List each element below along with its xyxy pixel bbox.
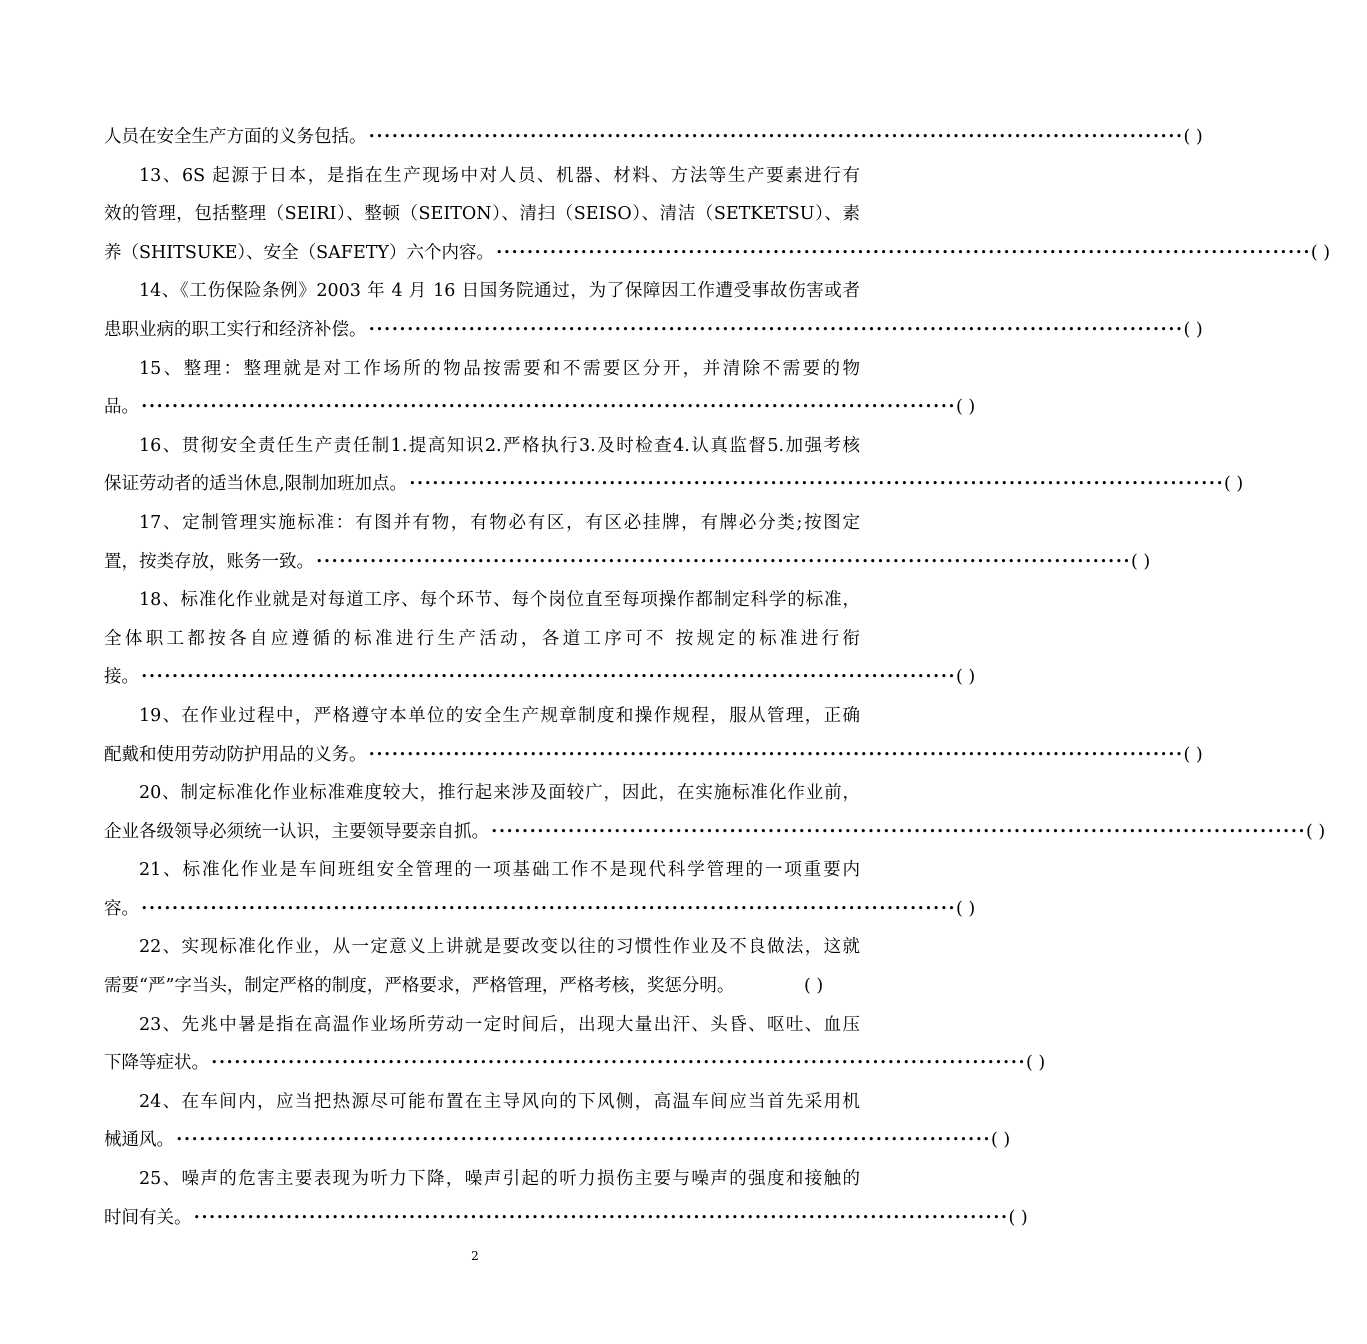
answer-blank[interactable]: ( ): [1224, 474, 1244, 495]
question-item: [104, 350, 976, 427]
question-text-line: 患职业病的职工实行和经济补偿。: [104, 319, 367, 340]
question-text-line: 15、整理：整理就是对工作场所的物品按需要和不需要区分开，并清除不需要的物: [139, 358, 860, 379]
dot-leader: ••••••••••••••••••••••••••••••••••••••••••••••••••••••••••••••••••••••••••••••••••••••••••••••••••••••••••: [316, 554, 1131, 568]
question-item: [104, 1006, 1046, 1083]
question-text-line: 24、在车间内，应当把热源尽可能布置在主导风向的下风侧，高温车间应当首先采用机: [139, 1091, 860, 1112]
question-item: [104, 1160, 1028, 1237]
question-item: [104, 774, 1326, 851]
question-text-line: 效的管理，包括整理（SEIRI）、整顿（SEITON）、清扫（SEISO）、清洁（SETKETSU）、素: [104, 204, 860, 225]
question-text-line: 14、《工伤保险条例》2003 年 4 月 16 日国务院通过，为了保障因工作遭受事故伤害或者: [139, 281, 860, 302]
answer-blank[interactable]: ( ): [1130, 551, 1151, 572]
question-last-line: [104, 890, 976, 929]
question-text-line: 22、实现标准化作业，从一定意义上讲就是要改变以往的习惯性作业及不良做法，这就: [139, 937, 860, 958]
question-item: [104, 1083, 1011, 1160]
dot-leader: ••••••••••••••••••••••••••••••••••••••••••••••••••••••••••••••••••••••••••••••••••••••••••••••••••••••••••: [141, 400, 956, 414]
question-last-line: [104, 813, 1326, 852]
question-item: [104, 504, 1151, 581]
question-text-line: 25、噪声的危害主要表现为听力下降，噪声引起的听力损伤主要与噪声的强度和接触的: [139, 1169, 860, 1190]
question-item: [104, 851, 976, 928]
question-item: [104, 272, 1203, 349]
answer-blank[interactable]: ( ): [1305, 821, 1326, 842]
answer-blank[interactable]: ( ): [1310, 242, 1331, 263]
question-text-line: 置，按类存放，账务一致。: [104, 551, 314, 572]
answer-blank[interactable]: ( ): [955, 898, 976, 919]
question-last-line: [104, 1199, 1028, 1238]
dot-leader: ••••••••••••••••••••••••••••••••••••••••••••••••••••••••••••••••••••••••••••••••••••••••••••••••••••••••••: [368, 322, 1184, 336]
question-text-line: 企业各级领导必须统一认识，主要领导要亲自抓。: [104, 821, 489, 842]
question-last-line: [104, 1044, 1046, 1083]
question-text-line: 19、在作业过程中，严格遵守本单位的安全生产规章制度和操作规程，服从管理，正确: [139, 705, 860, 726]
question-text-line: 时间有关。: [104, 1207, 192, 1228]
question-item: [104, 118, 1203, 157]
question-text-line: 13、6S 起源于日本，是指在生产现场中对人员、机器、材料、方法等生产要素进行有: [139, 165, 860, 186]
answer-blank[interactable]: ( ): [1008, 1207, 1028, 1228]
question-text-line: 品。: [104, 397, 139, 418]
question-last-line: [104, 118, 1203, 157]
answer-blank[interactable]: ( ): [1183, 127, 1203, 147]
question-text-line: 下降等症状。: [104, 1053, 209, 1074]
question-last-line: [104, 465, 1244, 504]
dot-leader: ••••••••••••••••••••••••••••••••••••••••••••••••••••••••••••••••••••••••••••••••••••••••••••••••••••••••••: [141, 670, 956, 684]
question-text-line: 23、先兆中暑是指在高温作业场所劳动一定时间后，出现大量出汗、头昏、呕吐、血压: [139, 1014, 860, 1035]
dot-leader: ••••••••••••••••••••••••••••••••••••••••••••••••••••••••••••••••••••••••••••••••••••••••••••••••••••••••••: [491, 824, 1306, 838]
question-item: [104, 581, 976, 697]
answer-blank[interactable]: ( ): [1025, 1053, 1046, 1074]
dot-leader: ••••••••••••••••••••••••••••••••••••••••••••••••••••••••••••••••••••••••••••••••••••••••••••••••••••••••••: [141, 901, 956, 915]
question-text-line: 人员在安全生产方面的义务包括。: [104, 127, 367, 147]
answer-blank[interactable]: ( ): [955, 397, 976, 418]
dot-leader: ••••••••••••••••••••••••••••••••••••••••••••••••••••••••••••••••••••••••••••••••••••••••••••••••••••••••••: [176, 1133, 991, 1147]
question-text-line: 16、贯彻安全责任生产责任制1.提高知识2.严格执行3.及时检查4.认真监督5.加强考核: [139, 435, 860, 456]
question-text-line: 20、制定标准化作业标准难度较大，推行起来涉及面较广，因此，在实施标准化作业前，: [139, 783, 860, 804]
question-last-line: [104, 736, 1203, 775]
dot-leader: ••••••••••••••••••••••••••••••••••••••••••••••••••••••••••••••••••••••••••••••••••••••••••••••••••••••••••: [211, 1056, 1026, 1070]
question-text-line: 养（SHITSUKE）、安全（SAFETY）六个内容。: [104, 242, 494, 263]
question-item: [104, 427, 1244, 504]
question-item: [104, 928, 860, 1005]
question-last-line: [104, 967, 860, 1006]
question-text-line: 保证劳动者的适当休息,限制加班加点。: [104, 474, 408, 495]
question-text-line: 接。: [104, 667, 139, 688]
question-last-line: [104, 388, 976, 427]
question-text-line: 18、标准化作业就是对每道工序、每个环节、每个岗位直至每项操作都制定科学的标准，: [139, 590, 860, 611]
question-last-line: [104, 234, 1331, 273]
dot-leader: ••••••••••••••••••••••••••••••••••••••••••••••••••••••••••••••••••••••••••••••••••••••••••••••••••••••••••: [193, 1210, 1009, 1224]
question-text-line: 容。: [104, 898, 139, 919]
question-text-line: 需要“严”字当头，制定严格的制度，严格要求，严格管理，严格考核，奖惩分明。: [104, 976, 735, 997]
question-item: [104, 157, 1331, 273]
question-text-line: 17、定制管理实施标准：有图并有物，有物必有区，有区必挂牌，有牌必分类;按图定: [139, 512, 860, 533]
question-last-line: [104, 1121, 1011, 1160]
question-text-line: 21、标准化作业是车间班组安全管理的一项基础工作不是现代科学管理的一项重要内: [139, 860, 860, 881]
answer-blank[interactable]: ( ): [955, 667, 976, 688]
question-text-line: 械通风。: [104, 1130, 174, 1151]
question-last-line: [104, 311, 1203, 350]
dot-leader: ••••••••••••••••••••••••••••••••••••••••••••••••••••••••••••••••••••••••••••••••••••••••••••••••••••••••••: [368, 130, 1184, 143]
question-list: [104, 118, 1331, 1237]
question-last-line: [104, 543, 1151, 582]
question-text-line: 配戴和使用劳动防护用品的义务。: [104, 744, 367, 765]
question-item: [104, 697, 1203, 774]
answer-blank[interactable]: ( ): [990, 1130, 1011, 1151]
answer-blank[interactable]: ( ): [804, 976, 824, 997]
dot-leader: ••••••••••••••••••••••••••••••••••••••••••••••••••••••••••••••••••••••••••••••••••••••••••••••••••••••••••: [409, 477, 1225, 491]
dot-leader: ••••••••••••••••••••••••••••••••••••••••••••••••••••••••••••••••••••••••••••••••••••••••••••••••••••••••••: [495, 245, 1311, 259]
question-text-line: 全体职工都按各自应遵循的标准进行生产活动，各道工序可不 按规定的标准进行衔: [104, 628, 860, 649]
answer-blank[interactable]: ( ): [1183, 319, 1203, 340]
question-last-line: [104, 658, 976, 697]
answer-blank[interactable]: ( ): [1183, 744, 1203, 765]
page-number: 2: [471, 1249, 479, 1263]
dot-leader: ••••••••••••••••••••••••••••••••••••••••••••••••••••••••••••••••••••••••••••••••••••••••••••••••••••••••••: [368, 747, 1184, 761]
